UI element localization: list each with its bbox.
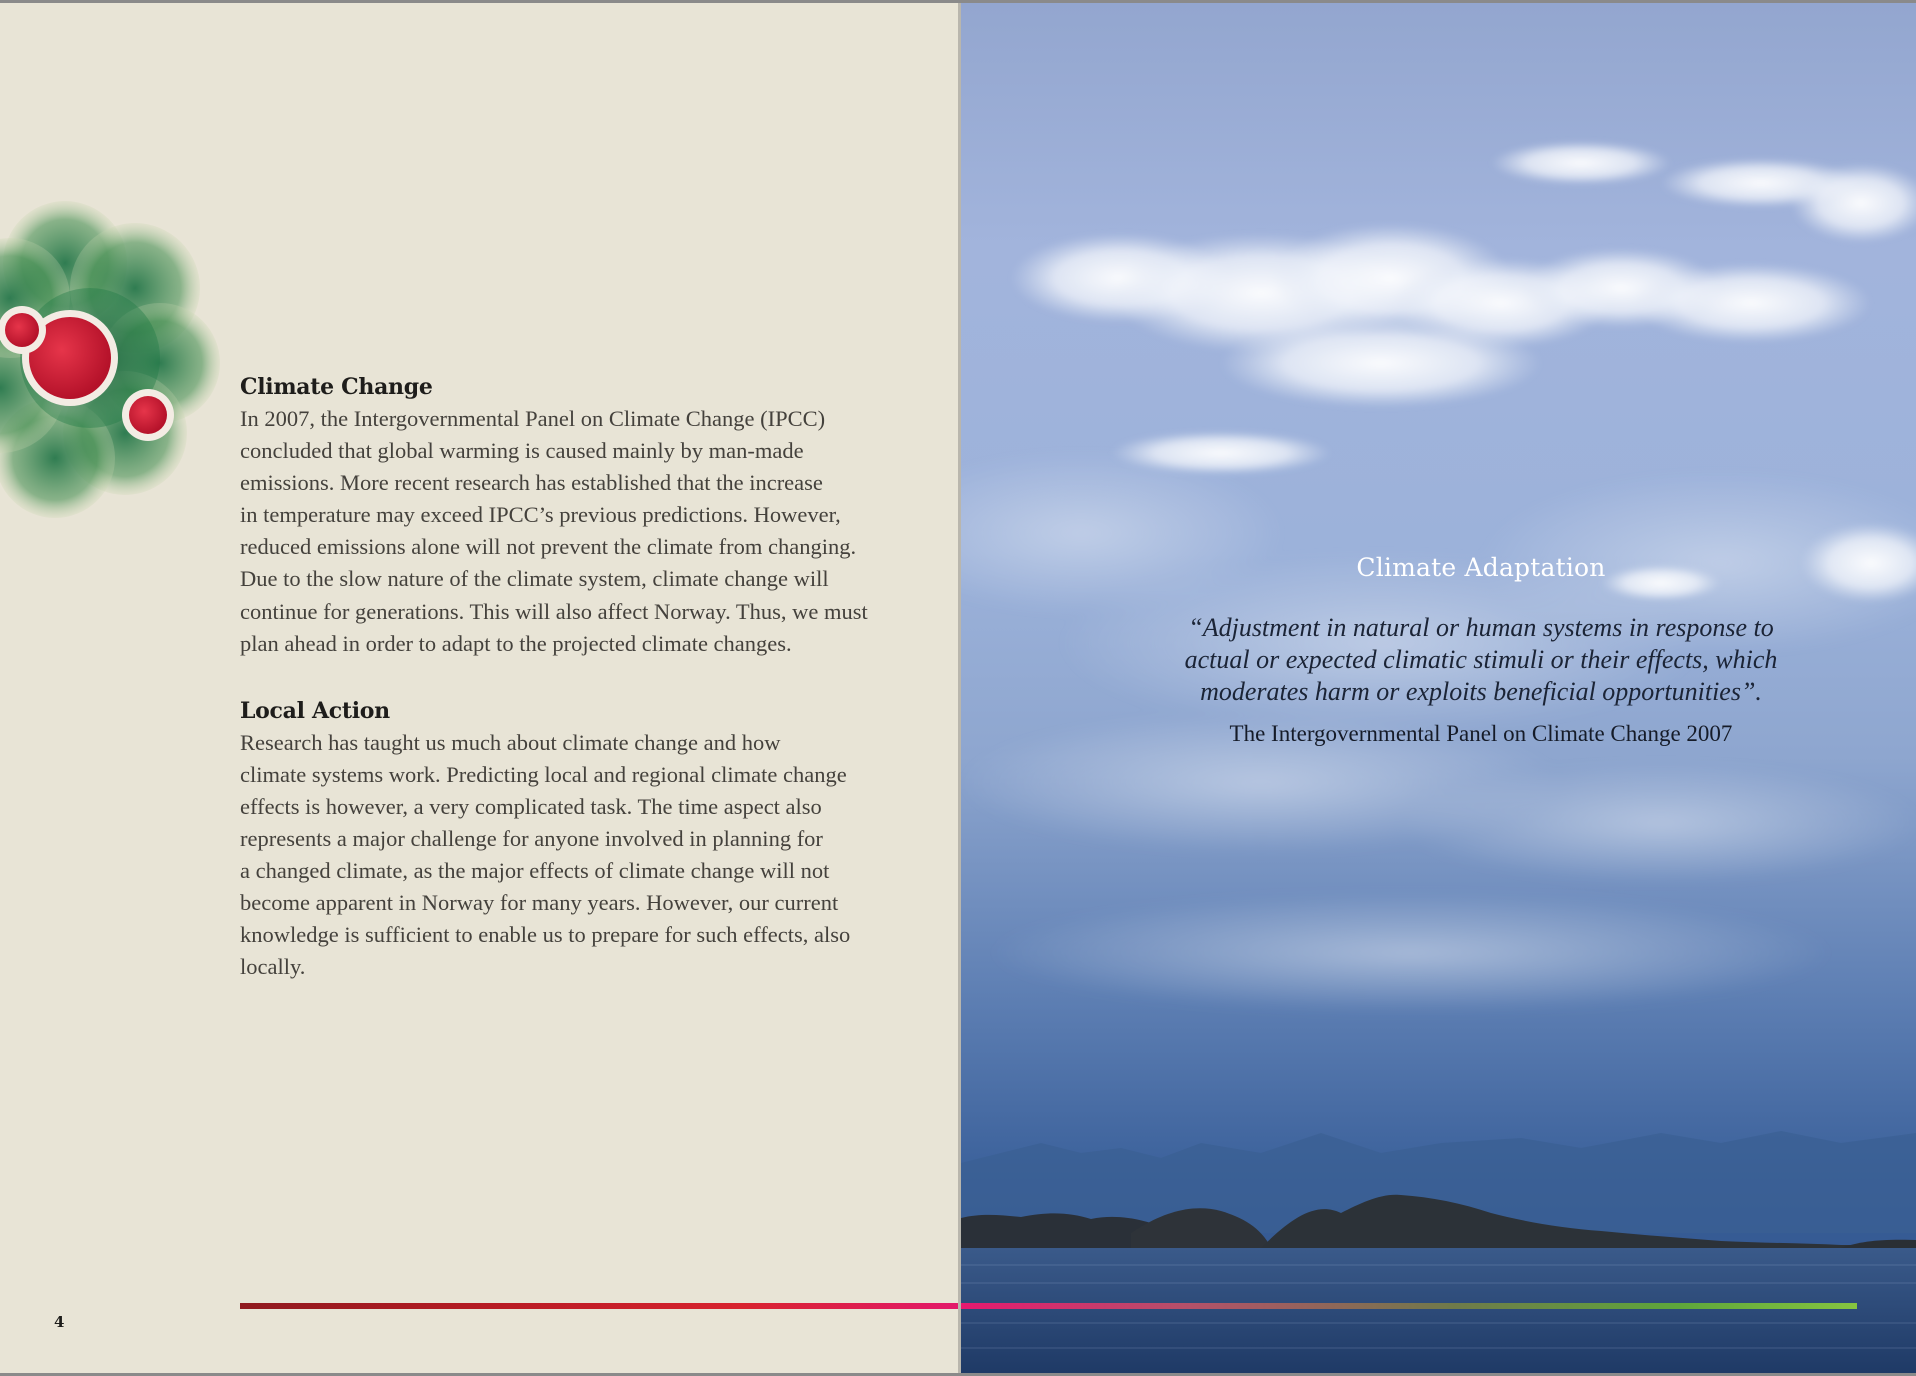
quote-title: Climate Adaptation [1356, 553, 1606, 582]
color-rule-right [961, 1303, 1857, 1309]
section-heading: Climate Change [240, 374, 433, 400]
brochure-spread [0, 3, 1916, 1373]
quote-source: The Intergovernmental Panel on Climate Change 2007 [1229, 721, 1733, 746]
section-heading: Local Action [240, 697, 390, 724]
flower-logo-icon [0, 188, 240, 528]
section-local-action [240, 695, 890, 984]
article-text [240, 371, 890, 1019]
right-page [961, 3, 1916, 1373]
section-body: Research has taught us much about climate change and how climate systems work. Predicting local and regional climate change effects is however, a very complicated task. The time aspect also represents a major challenge for anyone involved in planning for a changed climate, as the major effects of climate change will not become apparent in Norway for many years. However, our current knowledge is sufficient to enable us to prepare for such effects, also locally. [240, 729, 851, 980]
section-climate-change [240, 371, 890, 660]
quote-block [1131, 551, 1831, 750]
page-number: 4 [54, 1313, 65, 1331]
section-body: In 2007, the Intergovernmental Panel on Climate Change (IPCC) concluded that global warming is caused mainly by man-made emissions. More recent research has established that the increase in temperature may exceed IPCC’s previous predictions. However, reduced emissions alone will not prevent the climate from changing. Due to the slow nature of the climate system, climate change will continue for generations. This will also affect Norway. Thus, we must plan ahead in order to adapt to the projected climate changes. [240, 406, 868, 656]
left-page [0, 3, 958, 1373]
quote-text: “Adjustment in natural or human systems in response to actual or expected climatic stimuli or their effects, which moderates harm or exploits beneficial opportunities”. [1184, 613, 1778, 706]
color-rule-left [240, 1303, 958, 1309]
